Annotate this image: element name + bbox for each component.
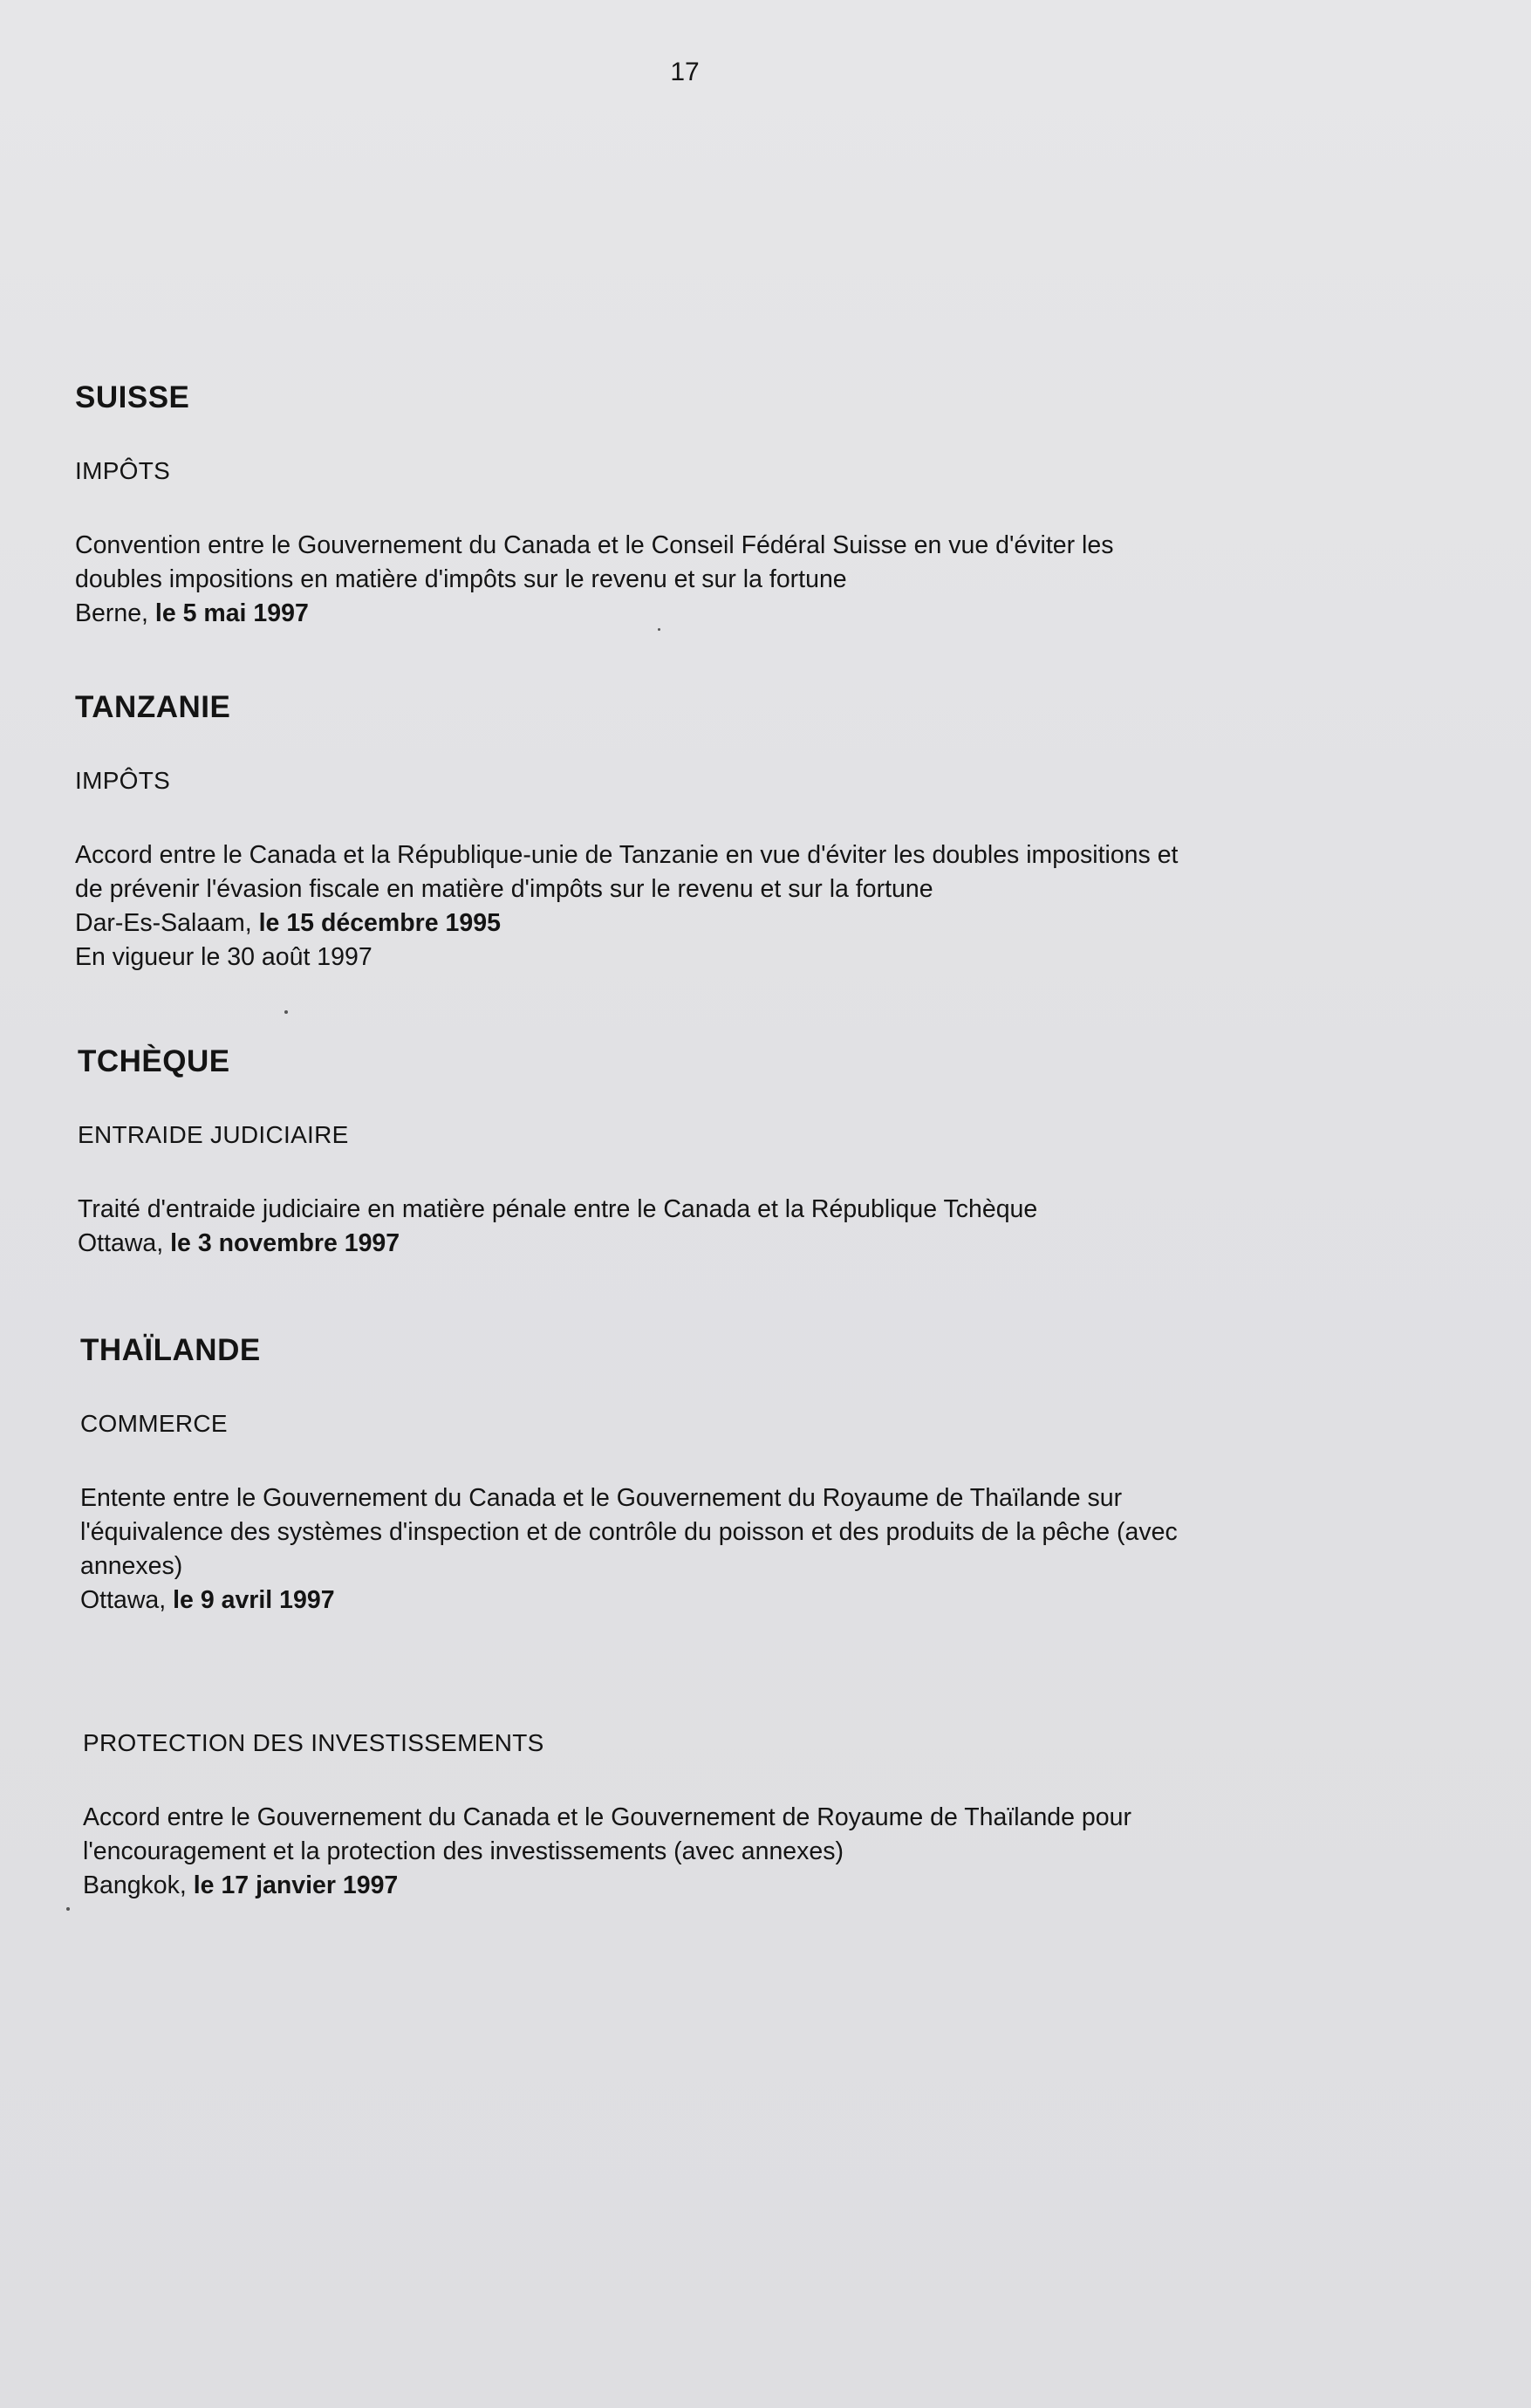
signing-line <box>78 1227 1421 1261</box>
category-label: IMPÔTS <box>75 457 171 484</box>
in-force-line: En vigueur le 30 août 1997 <box>75 943 372 971</box>
agreement-entry <box>75 838 1418 975</box>
agreement-entry <box>78 1193 1421 1261</box>
agreement-entry <box>83 1801 1426 1903</box>
category-label: COMMERCE <box>80 1410 228 1437</box>
page-number: 17 <box>670 58 700 86</box>
agreement-title-line: l'encouragement et la protection des investissements (avec annexes) <box>83 1837 844 1865</box>
signing-place: Berne, <box>75 599 148 627</box>
signing-place: Dar-Es-Salaam, <box>75 909 252 937</box>
agreement-title-line: Convention entre le Gouvernement du Canada et le Conseil Fédéral Suisse en vue d'éviter les <box>75 531 1114 559</box>
agreement-title-line: Entente entre le Gouvernement du Canada et le Gouvernement du Royaume de Thaïlande sur <box>80 1484 1123 1512</box>
agreement-title-line: Accord entre le Gouvernement du Canada et le Gouvernement de Royaume de Thaïlande pour <box>83 1803 1131 1831</box>
scan-speck <box>284 1010 288 1014</box>
agreement-title-line: annexes) <box>80 1552 183 1580</box>
section-suisse <box>75 380 1418 631</box>
agreement-entry <box>80 1481 1424 1618</box>
category-label: ENTRAIDE JUDICIAIRE <box>78 1121 349 1148</box>
signing-line <box>80 1584 1424 1618</box>
signing-line <box>83 1869 1426 1903</box>
signing-date: le 15 décembre 1995 <box>258 909 501 937</box>
scan-speck <box>66 1907 70 1911</box>
signing-place: Ottawa, <box>80 1586 167 1614</box>
agreement-title-line: l'équivalence des systèmes d'inspection et de contrôle du poisson et des produits de la pêche (avec <box>80 1518 1178 1546</box>
agreement-title-line: doubles impositions en matière d'impôts sur le revenu et sur la fortune <box>75 565 847 593</box>
country-heading: SUISSE <box>75 380 190 414</box>
agreement-title-line: de prévenir l'évasion fiscale en matière d'impôts sur le revenu et sur la fortune <box>75 875 933 903</box>
category-label: PROTECTION DES INVESTISSEMENTS <box>83 1729 544 1756</box>
country-heading: THAÏLANDE <box>80 1333 261 1367</box>
category-label: IMPÔTS <box>75 767 171 794</box>
signing-place: Bangkok, <box>83 1871 187 1899</box>
signing-date: le 3 novembre 1997 <box>170 1229 400 1257</box>
signing-date: le 9 avril 1997 <box>173 1586 335 1614</box>
agreement-title-line: Accord entre le Canada et la République-unie de Tanzanie en vue d'éviter les doubles impositions et <box>75 841 1179 869</box>
country-heading: TCHÈQUE <box>78 1044 230 1078</box>
signing-place: Ottawa, <box>78 1229 164 1257</box>
signing-date: le 17 janvier 1997 <box>193 1871 399 1899</box>
signing-line <box>75 597 1418 631</box>
agreement-title-line: Traité d'entraide judiciaire en matière pénale entre le Canada et la République Tchèque <box>78 1195 1038 1223</box>
section-tcheque <box>78 1044 1421 1261</box>
section-tanzanie <box>75 690 1418 975</box>
signing-line <box>75 906 1418 941</box>
signing-date: le 5 mai 1997 <box>154 599 309 627</box>
scan-speck <box>658 628 660 631</box>
section-thailande <box>80 1333 1424 1903</box>
country-heading: TANZANIE <box>75 690 231 724</box>
agreement-entry <box>75 529 1418 631</box>
subsection-investissements <box>83 1729 1426 1903</box>
